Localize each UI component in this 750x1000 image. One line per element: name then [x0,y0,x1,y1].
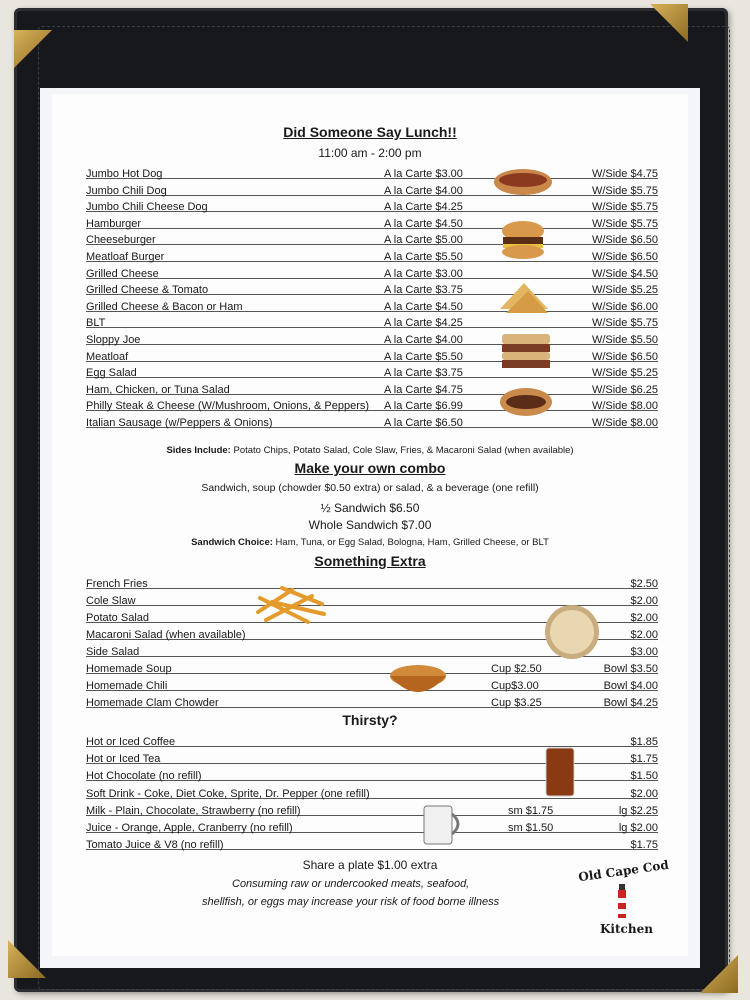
lunch-item-name: Grilled Cheese & Bacon or Ham [86,300,243,313]
a-la-carte-price: A la Carte $5.00 [384,234,463,247]
drink-item-name: Tomato Juice & V8 (no refill) [86,839,224,852]
drink-item-name: Hot or Iced Tea [86,753,161,766]
extra-item-row [86,574,658,590]
leader-line [86,377,658,378]
lunch-item-row [86,297,658,313]
drink-price: lg $2.00 [618,822,658,834]
with-side-price: W/Side $6.50 [591,251,658,263]
with-side-price: W/Side $5.75 [591,317,658,330]
with-side-price: W/Side $6.50 [591,350,658,363]
menu-title: Did Someone Say Lunch!! [283,124,457,140]
sandwich-image [500,330,552,374]
lunch-item-name: Jumbo Chili Dog [86,184,167,197]
a-la-carte-price: A la Carte $4.00 [384,334,463,346]
a-la-carte-price: A la Carte $4.25 [384,201,463,214]
small-size-price: sm $1.50 [508,822,554,834]
extra-item-name: French Fries [86,578,148,590]
iced-tea-image [542,744,578,800]
extra-item-name: Homemade Clam Chowder [86,697,219,709]
drink-item-name: Hot Chocolate (no refill) [86,770,202,783]
extra-item-name: Macaroni Salad (when available) [86,629,246,641]
drink-price: $1.75 [630,753,658,766]
a-la-carte-price: A la Carte $3.00 [384,267,463,280]
lunch-item-name: Egg Salad [86,367,137,380]
a-la-carte-price: A la Carte $6.50 [384,417,463,429]
drink-item-row [86,801,658,817]
lunch-item-name: Philly Steak & Cheese (W/Mushroom, Onions, & Peppers) [86,400,370,413]
with-side-price: W/Side $8.00 [591,417,658,429]
a-la-carte-price: A la Carte $5.50 [384,251,463,263]
extra-item-row [86,676,658,692]
something-extra-heading: Something Extra [314,553,426,569]
lunch-item-row [86,347,658,363]
cup-price: Cup$3.00 [491,680,539,692]
extra-item-name: Potato Salad [86,612,149,624]
lunch-item-name: Sloppy Joe [86,334,141,346]
lunch-item-row [86,330,658,346]
drink-price: $1.50 [630,770,658,783]
leader-line [86,673,658,674]
with-side-price: W/Side $5.25 [591,284,658,297]
leader-line [86,588,658,589]
thirsty-heading: Thirsty? [342,712,398,728]
lunch-item-row [86,363,658,379]
a-la-carte-price: A la Carte $3.75 [384,284,463,297]
a-la-carte-price: A la Carte $4.00 [384,184,463,197]
lunch-item-row [86,396,658,412]
a-la-carte-price: A la Carte $4.75 [384,383,463,396]
drink-price: $2.00 [630,787,658,800]
extra-item-name: Homemade Chili [86,680,168,692]
drink-price: $1.85 [630,736,658,748]
macaroni-salad-image [542,604,602,660]
lunch-item-row [86,380,658,396]
extra-price: Bowl $4.25 [603,697,658,709]
a-la-carte-price: A la Carte $3.75 [384,367,463,380]
a-la-carte-price: A la Carte $6.99 [384,400,463,413]
extra-item-name: Cole Slaw [86,595,136,607]
with-side-price: W/Side $6.25 [591,383,658,396]
extra-price: $2.00 [630,595,658,607]
lunch-item-name: Hamburger [86,217,142,230]
logo-bottom-text: Kitchen [600,922,653,936]
leader-line [86,278,658,279]
lunch-item-name: Italian Sausage (w/Peppers & Onions) [86,417,273,429]
grilled-cheese-image [498,279,550,317]
menu-hours: 11:00 am - 2:00 pm [318,146,422,160]
cup-price: Cup $3.25 [491,697,542,709]
drink-item-name: Soft Drink - Coke, Diet Coke, Sprite, Dr. Pepper (one refill) [86,787,370,800]
a-la-carte-price: A la Carte $4.25 [384,317,463,330]
lunch-item-name: BLT [86,317,106,330]
leader-line [86,178,658,179]
cheeseburger-image [500,219,546,261]
lunch-item-name: Ham, Chicken, or Tuna Salad [86,383,230,396]
with-side-price: W/Side $8.00 [591,400,658,413]
lunch-item-name: Meatloaf [86,350,129,363]
lunch-item-row [86,164,658,180]
sides-text: Potato Chips, Potato Salad, Cole Slaw, Fries, & Macaroni Salad (when available) [233,445,574,456]
a-la-carte-price: A la Carte $4.50 [384,300,463,313]
warning-line-2: shellfish, or eggs may increase your risk of food borne illness [202,896,500,908]
warning-line-1: Consuming raw or undercooked meats, seafood, [232,878,470,890]
leader-line [86,195,658,196]
soup-bowl-image [388,662,448,702]
with-side-price: W/Side $5.25 [591,367,658,380]
coffee-mug-icon [418,802,468,848]
with-side-price: W/Side $5.75 [591,184,658,197]
extra-item-row [86,659,658,675]
lunch-item-name: Meatloaf Burger [86,251,165,263]
sides-label: Sides Include: [166,445,231,456]
drink-item-name: Milk - Plain, Chocolate, Strawberry (no refill) [86,804,301,817]
drink-price: $1.75 [630,839,658,852]
drink-item-row [86,835,658,851]
lunch-item-row [86,214,658,230]
logo-top-text: Old Cape Cod [577,857,670,885]
leader-line [86,690,658,691]
drink-price: lg $2.25 [618,804,658,817]
lunch-item-row [86,313,658,329]
leader-line [86,344,658,345]
small-size-price: sm $1.75 [508,804,554,817]
lunch-item-name: Cheeseburger [86,234,156,247]
combo-heading: Make your own combo [294,460,446,476]
with-side-price: W/Side $5.75 [591,201,658,214]
a-la-carte-price: A la Carte $3.00 [384,168,463,180]
half-sandwich-price: ½ Sandwich $6.50 [320,501,420,515]
a-la-carte-price: A la Carte $4.50 [384,217,463,230]
extra-item-row [86,693,658,709]
sides-include-line [52,445,688,456]
drink-item-row [86,818,658,834]
french-fries-image [252,582,332,628]
leader-line [86,228,658,229]
with-side-price: W/Side $5.50 [591,334,658,346]
lunch-item-name: Grilled Cheese [86,267,159,280]
extra-price: Bowl $3.50 [603,663,658,675]
combo-description: Sandwich, soup (chowder $0.50 extra) or salad, & a beverage (one refill) [201,482,539,494]
extra-price: Bowl $4.00 [603,680,658,692]
leader-line [86,361,658,362]
philly-steak-image [498,384,554,420]
leader-line [86,327,658,328]
drink-item-name: Hot or Iced Coffee [86,736,176,748]
extra-item-name: Side Salad [86,646,140,658]
extra-item-name: Homemade Soup [86,663,172,675]
lunch-item-row [86,247,658,263]
lunch-item-row [86,181,658,197]
menu-page [52,94,688,956]
whole-sandwich-price: Whole Sandwich $7.00 [308,518,432,532]
drink-item-name: Juice - Orange, Apple, Cranberry (no refill) [86,822,293,834]
extra-price: $3.00 [630,646,658,658]
share-plate-text: Share a plate $1.00 extra [302,858,438,872]
extra-price: $2.00 [630,612,658,624]
hot-dog-image [492,164,554,200]
a-la-carte-price: A la Carte $5.50 [384,350,463,363]
lunch-item-row [86,197,658,213]
lighthouse-icon [614,884,630,920]
leader-line [86,244,658,245]
lunch-item-row [86,230,658,246]
extra-price: $2.00 [630,629,658,641]
sandwich-choice-text: Ham, Tuna, or Egg Salad, Bologna, Ham, Grilled Cheese, or BLT [275,537,549,548]
cup-price: Cup $2.50 [491,663,542,675]
with-side-price: W/Side $4.75 [591,168,658,180]
sandwich-choice-line [52,537,688,548]
with-side-price: W/Side $6.50 [591,234,658,247]
lunch-item-row [86,280,658,296]
lunch-item-name: Jumbo Hot Dog [86,168,163,180]
lunch-item-name: Grilled Cheese & Tomato [86,284,209,297]
lunch-item-row [86,264,658,280]
leader-line [86,261,658,262]
old-cape-cod-kitchen-logo [572,857,682,944]
lunch-item-row [86,413,658,429]
with-side-price: W/Side $5.75 [591,217,658,230]
with-side-price: W/Side $4.50 [591,267,658,280]
lunch-item-name: Jumbo Chili Cheese Dog [86,201,208,214]
extra-price: $2.50 [630,578,658,590]
with-side-price: W/Side $6.00 [591,300,658,313]
sandwich-choice-label: Sandwich Choice: [191,537,273,548]
